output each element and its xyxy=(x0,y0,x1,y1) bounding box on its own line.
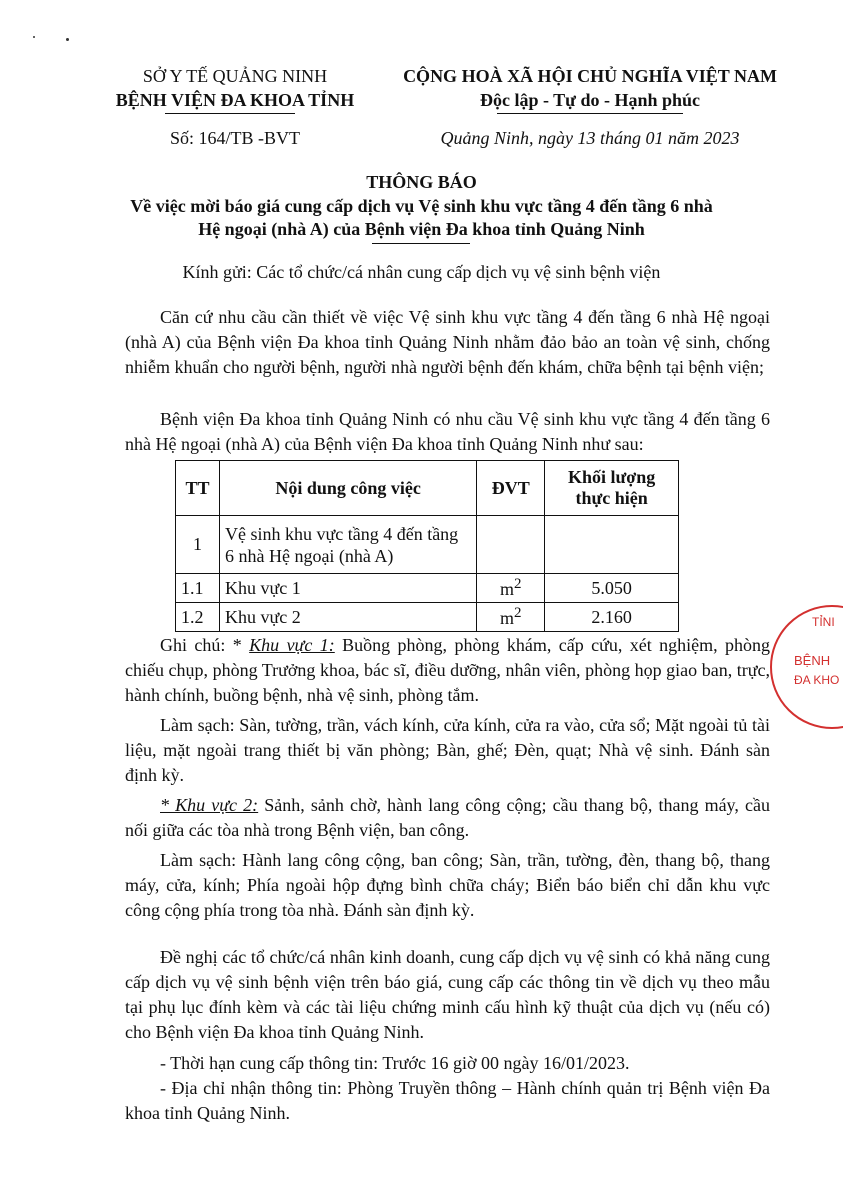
address-line: - Địa chỉ nhận thông tin: Phòng Truyền thông – Hành chính quản trị Bệnh viện Đa khoa tỉnh Quảng Ninh. xyxy=(125,1078,770,1123)
notice-subject-line1: Về việc mời báo giá cung cấp dịch vụ Vệ sinh khu vực tầng 4 đến tầng 6 nhà xyxy=(130,196,713,216)
notes-block xyxy=(125,633,770,923)
notice-title: THÔNG BÁO xyxy=(366,172,477,192)
agency-name: SỞ Y TẾ QUẢNG NINH xyxy=(142,66,328,86)
scan-speck xyxy=(33,36,35,38)
area2-label: * Khu vực 2: xyxy=(160,795,259,815)
row-quantity: 2.160 xyxy=(545,603,679,632)
unit-text: $m^2$ xyxy=(500,576,522,599)
recipient-line: Kính gửi: Các tổ chức/cá nhân cung cấp dịch vụ vệ sinh bệnh viện xyxy=(182,262,661,282)
table-header-row xyxy=(176,461,679,516)
area1-cleaning: Làm sạch: Sàn, tường, trần, vách kính, cửa kính, cửa ra vào, cửa sổ; Mặt ngoài tủ tài liệu, mặt ngoài trang thiết bị văn phòng; Bàn, ghế; Đèn, quạt; Nhà vệ sinh. Đánh sàn định kỳ. xyxy=(125,715,770,785)
row-quantity xyxy=(545,516,679,574)
area2-description: Sảnh, sảnh chờ, hành lang công cộng; cầu thang bộ, thang máy, cầu nối giữa các tòa nhà trong Bệnh viện, ban công. xyxy=(125,795,770,840)
note-area1 xyxy=(125,633,770,708)
row-quantity: 5.050 xyxy=(545,574,679,603)
notice-subject-line2: Hệ ngoại (nhà A) của Bệnh viện Đa khoa tỉnh Quảng Ninh xyxy=(198,219,645,239)
scan-speck xyxy=(66,38,69,41)
request-paragraph: Đề nghị các tổ chức/cá nhân kinh doanh, cung cấp dịch vụ vệ sinh có khả năng cung cấp dịch vụ vệ sinh bệnh viện trên báo giá, cung cấp các thông tin về dịch vụ theo mẫu tại phụ lục đính kèm và các tài liệu chứng minh cấu hình kỹ thuật của dịch vụ (nếu có) cho Bệnh viện Đa khoa tỉnh Quảng Ninh. xyxy=(125,947,770,1042)
header-unit: ĐVT xyxy=(477,461,545,516)
table-row xyxy=(176,574,679,603)
hospital-underline xyxy=(165,113,295,114)
row-content: Vệ sinh khu vực tầng 4 đến tầng 6 nhà Hệ ngoại (nhà A) xyxy=(219,516,476,574)
row-content: Khu vực 2 xyxy=(219,603,476,632)
row-tt: 1 xyxy=(176,516,220,574)
stamp-text-middle: BỆNH xyxy=(794,653,831,668)
motto-underline xyxy=(497,113,683,114)
republic-name: CỘNG HOÀ XÃ HỘI CHỦ NGHĨA VIỆT NAM xyxy=(403,66,777,86)
place-and-date: Quảng Ninh, ngày 13 tháng 01 năm 2023 xyxy=(440,128,740,148)
subject-underline xyxy=(372,243,470,244)
paragraph-need: Bệnh viện Đa khoa tỉnh Quảng Ninh có nhu cầu Vệ sinh khu vực tầng 4 đến tầng 6 nhà Hệ ngoại (nhà A) của Bệnh viện Đa khoa tỉnh Quảng Ninh như sau: xyxy=(125,409,770,454)
unit-superscript: 2 xyxy=(514,576,522,592)
work-table xyxy=(175,460,679,632)
row-content: Khu vực 1 xyxy=(219,574,476,603)
note-prefix: Ghi chú: * xyxy=(160,635,250,655)
stamp-text-top: TỈNI xyxy=(812,615,835,629)
need-paragraph xyxy=(125,407,770,457)
hospital-name: BỆNH VIỆN ĐA KHOA TỈNH xyxy=(115,90,355,110)
red-seal-stamp xyxy=(770,605,843,729)
row-unit xyxy=(477,603,545,632)
stamp-text-bottom: ĐA KHO xyxy=(794,673,840,687)
request-block xyxy=(125,945,770,1126)
unit-superscript: 2 xyxy=(514,605,522,621)
header-content: Nội dung công việc xyxy=(219,461,476,516)
row-tt: 1.1 xyxy=(176,574,220,603)
table-row xyxy=(176,603,679,632)
header-quantity: Khối lượng thực hiện xyxy=(545,461,679,516)
row-unit xyxy=(477,516,545,574)
area2-cleaning: Làm sạch: Hành lang công cộng, ban công; Sàn, trần, tường, đèn, thang bộ, thang máy, cửa, kính; Phía ngoài hộp đựng bình chữa cháy; Biển báo biển chỉ dẫn khu vực công cộng phía trong tòa nhà. Đánh sàn định kỳ. xyxy=(125,850,770,920)
note-area2 xyxy=(125,793,770,843)
header-tt: TT xyxy=(176,461,220,516)
deadline-line: - Thời hạn cung cấp thông tin: Trước 16 giờ 00 ngày 16/01/2023. xyxy=(160,1053,630,1073)
intro-paragraph xyxy=(125,305,770,380)
national-motto: Độc lập - Tự do - Hạnh phúc xyxy=(479,90,701,110)
table-row xyxy=(176,516,679,574)
row-tt: 1.2 xyxy=(176,603,220,632)
unit-text: $m^2$ xyxy=(500,605,522,628)
document-number: Số: 164/TB -BVT xyxy=(169,128,300,148)
area1-label: Khu vực 1: xyxy=(249,635,335,655)
paragraph-basis: Căn cứ nhu cầu cần thiết về việc Vệ sinh khu vực tầng 4 đến tầng 6 nhà Hệ ngoại (nhà A) của Bệnh viện Đa khoa tỉnh Quảng Ninh nhằm đảo bảo an toàn vệ sinh, chống nhiễm khuẩn cho người bệnh, người nhà người bệnh đến khám, chữa bệnh tại bệnh viện; xyxy=(125,307,770,377)
row-unit xyxy=(477,574,545,603)
area1-description: Buồng phòng, phòng khám, cấp cứu, xét nghiệm, phòng chiếu chụp, phòng Trưởng khoa, bác sĩ, điều dưỡng, nhân viên, phòng họp giao ban, trực, hành chính, buồng bệnh, nhà vệ sinh, phòng tắm. xyxy=(125,635,771,705)
